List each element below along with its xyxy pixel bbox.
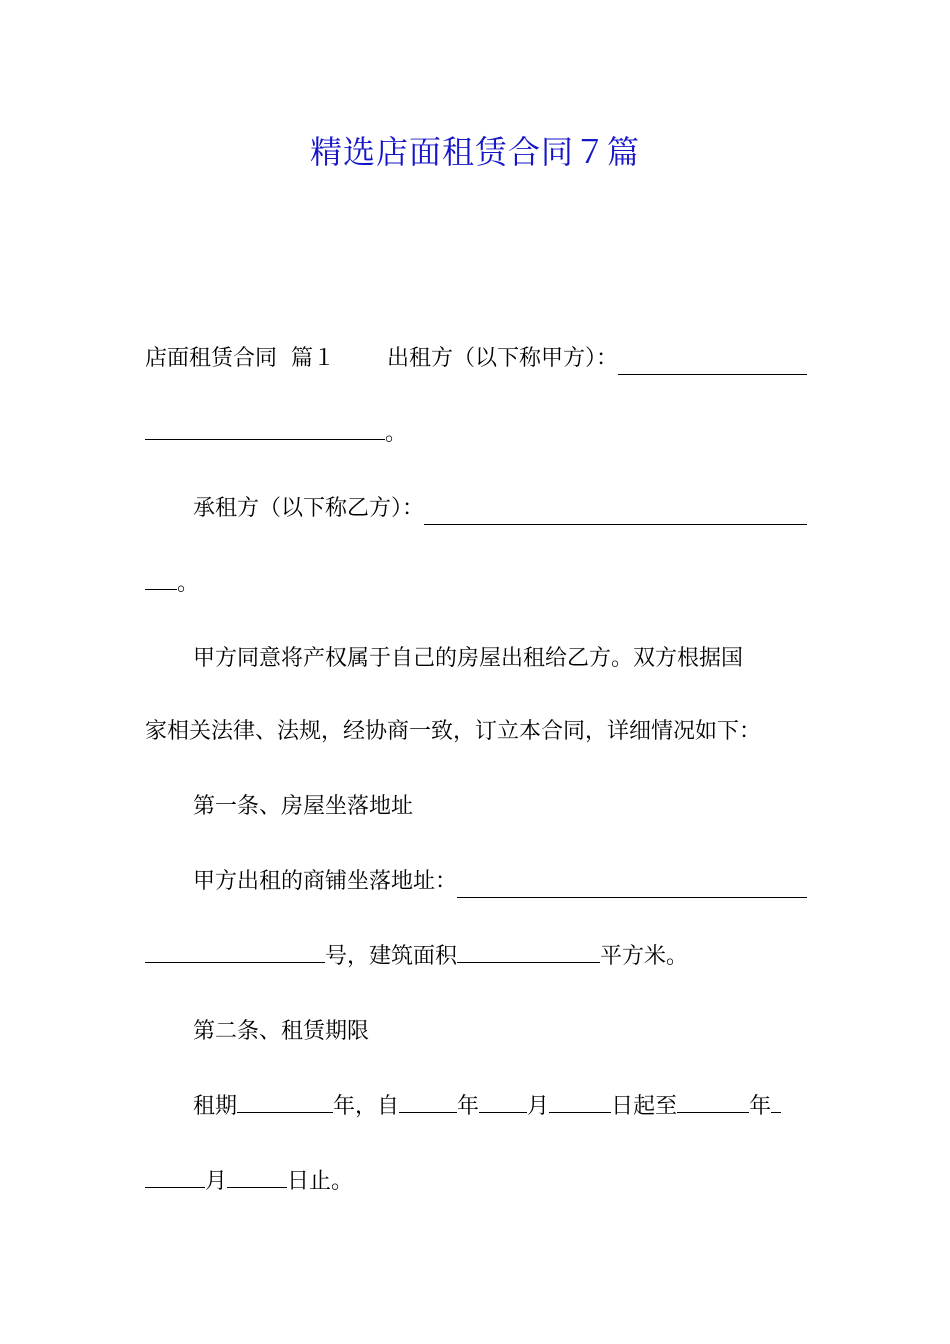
lessee-blank: [424, 504, 807, 525]
end-year-blank-tail: [771, 1092, 781, 1113]
area-blank: [457, 942, 600, 963]
lessor-continuation-line: [145, 418, 807, 450]
end-year-blank: [677, 1092, 749, 1113]
year-label: 年: [457, 1094, 480, 1119]
period-mark: 。: [177, 571, 200, 596]
lessee-label: 承租方（以下称乙方）：: [193, 496, 425, 521]
day-from-to: 日起至: [611, 1094, 678, 1119]
lessee-line: [145, 493, 807, 525]
address-area-line: [145, 941, 807, 973]
start-day-blank: [549, 1092, 611, 1113]
lessor-blank-continued: [145, 419, 385, 440]
area-unit: 平方米。: [600, 944, 689, 969]
address-line: [145, 866, 807, 898]
start-month-blank: [479, 1092, 527, 1113]
end-day-blank: [227, 1167, 287, 1188]
term-prefix: 租期: [193, 1094, 238, 1119]
intro-paragraph-line-1: 甲方同意将产权属于自己的房屋出租给乙方。双方根据国: [193, 646, 744, 671]
section-number: 篇１: [291, 346, 336, 371]
address-label: 甲方出租的商铺坐落地址：: [193, 869, 458, 894]
article-2-title: 第二条、租赁期限: [193, 1019, 370, 1044]
section-heading-line: [145, 343, 807, 375]
year-comma-from: 年，自: [333, 1094, 400, 1119]
number-suffix: 号，建筑面积: [325, 944, 458, 969]
address-blank: [457, 877, 807, 898]
month-label: 月: [205, 1169, 228, 1194]
period-mark: 。: [385, 421, 408, 446]
end-month-blank: [145, 1167, 205, 1188]
day-end: 日止。: [287, 1169, 354, 1194]
term-continuation-line: [145, 1166, 807, 1198]
document-title: 精选店面租赁合同７篇: [309, 133, 640, 171]
article-1-title: 第一条、房屋坐落地址: [193, 794, 414, 819]
term-line: [145, 1091, 807, 1123]
section-label: 店面租赁合同: [145, 346, 278, 371]
year-label: 年: [749, 1094, 772, 1119]
address-number-blank: [145, 942, 325, 963]
lessor-blank: [618, 354, 807, 375]
lessee-continuation-line: [145, 568, 807, 600]
term-years-blank: [237, 1092, 333, 1113]
lessor-label: 出租方（以下称甲方）：: [387, 346, 619, 371]
start-year-blank: [399, 1092, 457, 1113]
lessee-blank-continued: [145, 569, 177, 590]
intro-paragraph-line-2: 家相关法律、法规，经协商一致，订立本合同，详细情况如下：: [145, 719, 762, 744]
month-label: 月: [527, 1094, 550, 1119]
